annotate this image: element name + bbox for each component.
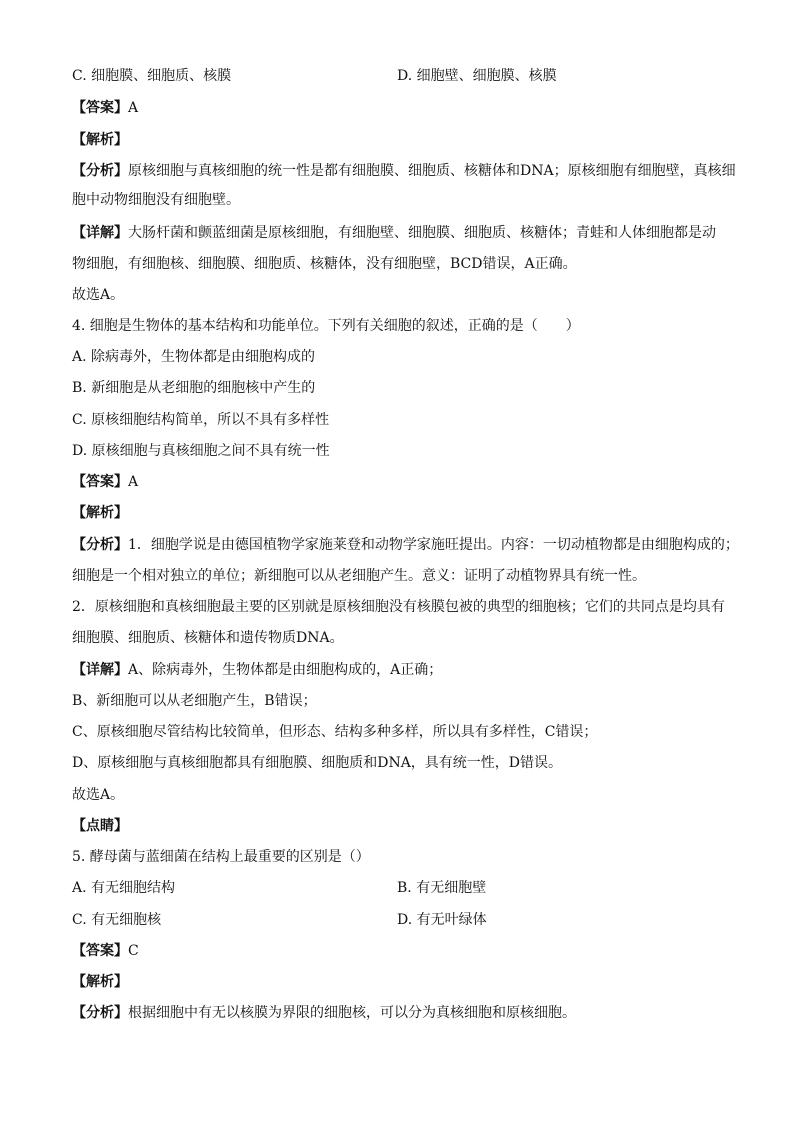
q3-fenxi-text1: 原核细胞与真核细胞的统一性是都有细胞膜、细胞质、核糖体和DNA；原核细胞有细胞壁，真核细 xyxy=(128,163,736,179)
fenxi-tag: 【分析】 xyxy=(72,537,128,553)
q3-option-c: C. 细胞膜、细胞质、核膜 xyxy=(72,68,232,84)
q5-fenxi-line1 xyxy=(72,1003,732,1023)
analysis-tag: 【解析】 xyxy=(72,974,128,990)
analysis-tag: 【解析】 xyxy=(72,505,128,521)
answer-tag: 【答案】 xyxy=(72,100,128,116)
q3-detail-line2: 物细胞，有细胞核、细胞膜、细胞质、核糖体，没有细胞壁，BCD错误，A正确。 xyxy=(72,256,577,272)
answer-tag: 【答案】 xyxy=(72,474,128,490)
answer-tag: 【答案】 xyxy=(72,943,128,959)
q3-fenxi-line2: 胞中动物细胞没有细胞壁。 xyxy=(72,192,240,208)
dianjing-tag: 【点睛】 xyxy=(72,818,128,834)
q3-analysis-heading xyxy=(72,130,732,150)
q4-detail-d: D、原核细胞与真核细胞都具有细胞膜、细胞质和DNA，具有统一性，D错误。 xyxy=(72,755,563,771)
q3-fenxi-line1 xyxy=(72,161,736,181)
q4-fenxi-line3: 2．原核细胞和真核细胞最主要的区别就是原核细胞没有核膜包被的典型的细胞核；它们的共同点是均具有 xyxy=(72,599,725,615)
q3-answer: A xyxy=(128,100,139,116)
q5-answer-line xyxy=(72,941,732,961)
q4-answer-line xyxy=(72,472,732,492)
q5-stem: 5. 酵母菌与蓝细菌在结构上最重要的区别是（） xyxy=(72,849,370,865)
q3-answer-line xyxy=(72,98,732,118)
q4-option-c: C. 原核细胞结构简单，所以不具有多样性 xyxy=(72,412,330,428)
q5-option-b: B. 有无细胞壁 xyxy=(397,880,487,896)
q3-detail-line1 xyxy=(72,223,732,243)
detail-tag: 【详解】 xyxy=(72,225,128,241)
q4-detail-a: A、除病毒外，生物体都是由细胞构成的，A正确； xyxy=(128,662,443,678)
q5-fenxi-text1: 根据细胞中有无以核膜为界限的细胞核，可以分为真核细胞和原核细胞。 xyxy=(128,1005,576,1021)
analysis-tag: 【解析】 xyxy=(72,132,128,148)
q4-detail-a-line xyxy=(72,660,732,680)
q5-answer: C xyxy=(128,943,139,959)
fenxi-tag: 【分析】 xyxy=(72,1005,128,1021)
q4-fenxi-line4: 细胞膜、细胞质、核糖体和遗传物质DNA。 xyxy=(72,630,344,646)
q4-dianjing-heading xyxy=(72,816,732,836)
detail-tag: 【详解】 xyxy=(72,662,128,678)
q4-detail-b: B、新细胞可以从老细胞产生，B错误； xyxy=(72,693,317,709)
q3-option-d: D. 细胞壁、细胞膜、核膜 xyxy=(397,68,557,84)
q4-fenxi-line1 xyxy=(72,535,739,555)
q3-detail-text1: 大肠杆菌和颤蓝细菌是原核细胞，有细胞壁、细胞膜、细胞质、核糖体；青蛙和人体细胞都是动 xyxy=(128,225,716,241)
q4-option-b: B. 新细胞是从老细胞的细胞核中产生的 xyxy=(72,380,316,396)
q4-fenxi-line2: 细胞是一个相对独立的单位；新细胞可以从老细胞产生。意义：证明了动植物界具有统一性。 xyxy=(72,568,646,584)
q5-option-d: D. 有无叶绿体 xyxy=(397,912,487,928)
q4-fenxi-text1: 1．细胞学说是由德国植物学家施莱登和动物学家施旺提出。内容：一切动植物都是由细胞构成的； xyxy=(128,537,739,553)
q5-option-a: A. 有无细胞结构 xyxy=(72,880,176,896)
q4-answer: A xyxy=(128,474,139,490)
q5-analysis-heading xyxy=(72,972,732,992)
fenxi-tag: 【分析】 xyxy=(72,163,128,179)
q4-option-a: A. 除病毒外，生物体都是由细胞构成的 xyxy=(72,349,316,365)
q4-stem: 4. 细胞是生物体的基本结构和功能单位。下列有关细胞的叙述，正确的是（ ） xyxy=(72,318,580,334)
q4-analysis-heading xyxy=(72,503,732,523)
q5-option-c: C. 有无细胞核 xyxy=(72,912,162,928)
q4-option-d: D. 原核细胞与真核细胞之间不具有统一性 xyxy=(72,443,330,459)
q4-detail-c: C、原核细胞尽管结构比较简单，但形态、结构多种多样，所以具有多样性，C错误； xyxy=(72,724,598,740)
q3-conclusion: 故选A。 xyxy=(72,287,125,303)
q4-conclusion: 故选A。 xyxy=(72,787,125,803)
